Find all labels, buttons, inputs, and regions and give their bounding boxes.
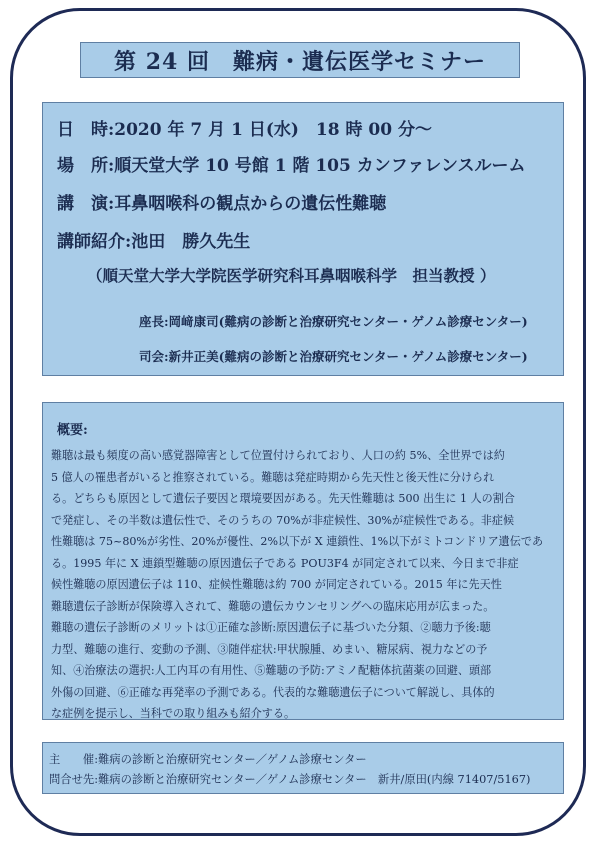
abstract-line: 外傷の回避、⑥正確な再発率の予測である。代表的な難聴遺伝子について解説し、具体的 <box>51 685 495 699</box>
abstract-line: 難聴は最も頻度の高い感覚器障害として位置付けられており、人口の約 5%、全世界では約 <box>51 449 505 462</box>
abstract-box <box>42 402 564 720</box>
host-line: 主 催:難病の診断と治療研究センター／ゲノム診療センター <box>49 753 367 766</box>
abstract-line: る。どちらも原因として遺伝子要因と環境要因がある。先天性難聴は 500 出生に 1 人の割合 <box>51 492 515 505</box>
abstract-line: 力型、難聴の進行、変動の予測、③随伴症状:甲状腺腫、めまい、糖尿病、視力などの予 <box>51 642 488 656</box>
footer-box <box>42 742 564 794</box>
abstract-line: る。1995 年に X 連鎖型難聴の原因遺伝子である POU3F4 が同定されて以来、今日まで非症 <box>51 556 519 570</box>
lecture-line: 講 演:耳鼻咽喉科の観点からの遺伝性難聴 <box>57 194 387 214</box>
abstract-line: 性難聴は 75~80%が劣性、20%が優性、2%以下が X 連鎖性、1%以下がミトコンドリア遺伝であ <box>51 535 544 548</box>
chair-line: 座長:岡﨑康司(難病の診断と治療研究センター・ゲノム診療センター) <box>139 314 528 329</box>
abstract-line: 候性難聴の原因遺伝子は 110、症候性難聴は約 700 が同定されている。2015 年に先天性 <box>51 578 502 591</box>
speaker-line: 講師紹介:池田 勝久先生 <box>57 232 251 252</box>
venue-line: 場 所:順天堂大学 10 号館 1 階 105 カンファレンスルーム <box>57 156 526 176</box>
abstract-line: 知、④治療法の選択:人工内耳の有用性、⑤難聴の予防:アミノ配糖体抗菌薬の回避、頭部 <box>51 664 492 677</box>
abstract-line: 難聴の遺伝子診断のメリットは①正確な診断:原因遺伝子に基づいた分類、②聴力予後:聴 <box>51 621 491 634</box>
speaker-affiliation: （順天堂大学大学院医学研究科耳鼻咽喉科学 担当教授 ） <box>87 266 496 285</box>
abstract-line: な症例を提示し、当科での取り組みも紹介する。 <box>51 707 296 720</box>
contact-line: 問合せ先:難病の診断と治療研究センター／ゲノム診療センター 新井/原田(内線 71407/5167) <box>49 773 531 786</box>
abstract-line: 難聴遺伝子診断が保険導入されて、難聴の遺伝カウンセリングへの臨床応用が広まった。 <box>51 599 495 613</box>
datetime-line: 日 時:2020 年 7 月 1 日(水) 18 時 00 分～ <box>57 120 432 140</box>
moderator-line: 司会:新井正美(難病の診断と治療研究センター・ゲノム診療センター) <box>139 349 528 364</box>
abstract-line: 5 億人の罹患者がいると推察されている。難聴は発症時期から先天性と後天性に分けられ <box>51 470 495 484</box>
event-info-box <box>42 102 564 376</box>
seminar-title-text: 第 24 回 難病・遺伝医学セミナー <box>114 48 486 75</box>
abstract-heading: 概要: <box>57 423 88 438</box>
seminar-title <box>80 42 520 78</box>
abstract-line: で発症し、その半数は遺伝性で、そのうちの 70%が非症候性、30%が症候性である。非症候 <box>51 513 515 527</box>
abstract-body <box>51 445 559 725</box>
